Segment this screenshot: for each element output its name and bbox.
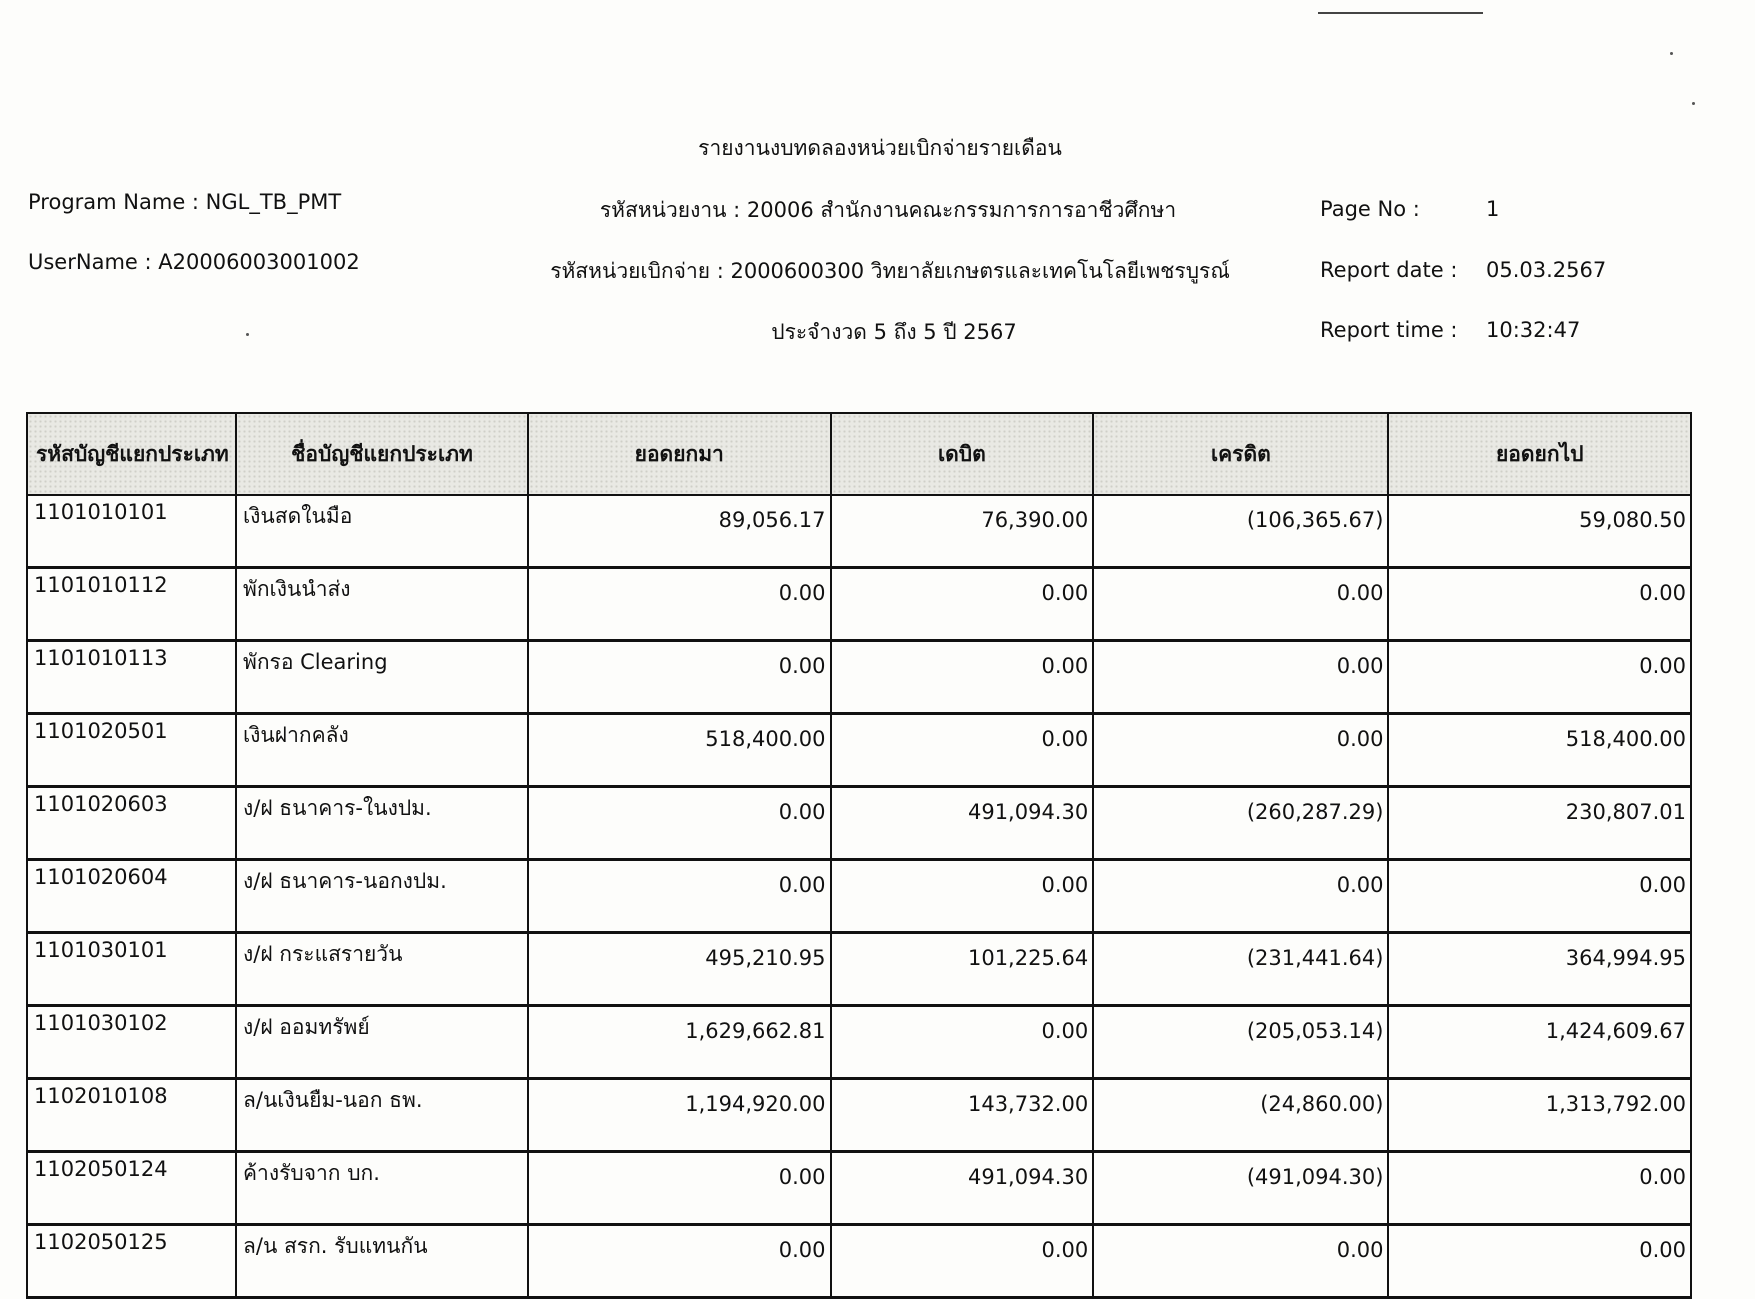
header-account-name: ชื่อบัญชีแยกประเภท bbox=[236, 413, 528, 495]
credit-cell: (260,287.29) bbox=[1093, 787, 1388, 860]
agency-line: รหัสหน่วยงาน : 20006 สำนักงานคณะกรรมการการอาชีวศึกษา bbox=[599, 198, 1177, 222]
account-name-cell: พักรอ Clearing bbox=[236, 641, 528, 714]
account-name-cell: ง/ฝ ธนาคาร-นอกงปม. bbox=[236, 860, 528, 933]
debit-cell: 101,225.64 bbox=[831, 933, 1094, 1006]
debit-cell: 143,732.00 bbox=[831, 1079, 1094, 1152]
program-name-label: Program Name : bbox=[28, 190, 199, 214]
account-name-cell: ง/ฝ กระแสรายวัน bbox=[236, 933, 528, 1006]
report-title: รายงานงบทดลองหน่วยเบิกจ่ายรายเดือน bbox=[698, 136, 1062, 160]
table-header-row bbox=[27, 413, 1691, 495]
carried-forward-cell: 364,994.95 bbox=[1388, 933, 1691, 1006]
account-name-cell: ค้างรับจาก บก. bbox=[236, 1152, 528, 1225]
account-name-cell: ง/ฝ ธนาคาร-ในงปม. bbox=[236, 787, 528, 860]
trial-balance-table bbox=[26, 412, 1692, 1299]
table-row bbox=[27, 495, 1691, 568]
account-name-cell: พักเงินนำส่ง bbox=[236, 568, 528, 641]
debit-cell: 0.00 bbox=[831, 1225, 1094, 1298]
credit-cell: (205,053.14) bbox=[1093, 1006, 1388, 1079]
brought-forward-cell: 1,629,662.81 bbox=[528, 1006, 831, 1079]
debit-cell: 76,390.00 bbox=[831, 495, 1094, 568]
account-name-cell: ล/น สรก. รับแทนกัน bbox=[236, 1225, 528, 1298]
debit-cell: 0.00 bbox=[831, 860, 1094, 933]
report-date-label: Report date : bbox=[1320, 258, 1458, 282]
program-name bbox=[28, 190, 341, 214]
brought-forward-cell: 0.00 bbox=[528, 1225, 831, 1298]
period-line: ประจำงวด 5 ถึง 5 ปี 2567 bbox=[771, 320, 1017, 344]
debit-cell: 0.00 bbox=[831, 568, 1094, 641]
header-carried-forward: ยอดยกไป bbox=[1388, 413, 1691, 495]
carried-forward-cell: 59,080.50 bbox=[1388, 495, 1691, 568]
carried-forward-cell: 230,807.01 bbox=[1388, 787, 1691, 860]
credit-cell: (24,860.00) bbox=[1093, 1079, 1388, 1152]
carried-forward-cell: 0.00 bbox=[1388, 568, 1691, 641]
debit-cell: 491,094.30 bbox=[831, 787, 1094, 860]
brought-forward-cell: 0.00 bbox=[528, 641, 831, 714]
carried-forward-cell: 0.00 bbox=[1388, 641, 1691, 714]
account-code-cell: 1102050125 bbox=[27, 1225, 236, 1298]
account-code-cell: 1101020603 bbox=[27, 787, 236, 860]
account-name-cell: เงินสดในมือ bbox=[236, 495, 528, 568]
header-brought-forward: ยอดยกมา bbox=[528, 413, 831, 495]
user-name-label: UserName : bbox=[28, 250, 152, 274]
account-name-cell: ง/ฝ ออมทรัพย์ bbox=[236, 1006, 528, 1079]
report-time-value: 10:32:47 bbox=[1486, 318, 1581, 342]
scan-speck bbox=[1670, 52, 1673, 55]
user-name bbox=[28, 250, 360, 274]
table-row bbox=[27, 1006, 1691, 1079]
header-account-code: รหัสบัญชีแยกประเภท bbox=[27, 413, 236, 495]
credit-cell: (491,094.30) bbox=[1093, 1152, 1388, 1225]
table-row bbox=[27, 933, 1691, 1006]
carried-forward-cell: 0.00 bbox=[1388, 860, 1691, 933]
credit-cell: (106,365.67) bbox=[1093, 495, 1388, 568]
program-name-value: NGL_TB_PMT bbox=[205, 190, 342, 214]
brought-forward-cell: 495,210.95 bbox=[528, 933, 831, 1006]
credit-cell: 0.00 bbox=[1093, 1225, 1388, 1298]
account-code-cell: 1101030101 bbox=[27, 933, 236, 1006]
account-code-cell: 1101020604 bbox=[27, 860, 236, 933]
scan-speck bbox=[246, 333, 249, 336]
account-name-cell: ล/นเงินยืม-นอก ธพ. bbox=[236, 1079, 528, 1152]
account-name-cell: เงินฝากคลัง bbox=[236, 714, 528, 787]
debit-cell: 0.00 bbox=[831, 641, 1094, 714]
table-row bbox=[27, 860, 1691, 933]
page-no-label: Page No : bbox=[1320, 197, 1420, 221]
brought-forward-cell: 89,056.17 bbox=[528, 495, 831, 568]
disbursement-unit-line: รหัสหน่วยเบิกจ่าย : 2000600300 วิทยาลัยเกษตรและเทคโนโลยีเพชรบูรณ์ bbox=[550, 259, 1230, 283]
table-row bbox=[27, 1225, 1691, 1298]
report-date-value: 05.03.2567 bbox=[1486, 258, 1607, 282]
account-code-cell: 1101030102 bbox=[27, 1006, 236, 1079]
brought-forward-cell: 0.00 bbox=[528, 1152, 831, 1225]
table-row bbox=[27, 1079, 1691, 1152]
account-code-cell: 1102050124 bbox=[27, 1152, 236, 1225]
account-code-cell: 1101010101 bbox=[27, 495, 236, 568]
table-row bbox=[27, 714, 1691, 787]
table-row bbox=[27, 787, 1691, 860]
carried-forward-cell: 518,400.00 bbox=[1388, 714, 1691, 787]
scan-artifact-line bbox=[1318, 12, 1483, 14]
account-code-cell: 1101010113 bbox=[27, 641, 236, 714]
user-name-value: A20006003001002 bbox=[158, 250, 360, 274]
brought-forward-cell: 518,400.00 bbox=[528, 714, 831, 787]
debit-cell: 0.00 bbox=[831, 1006, 1094, 1079]
debit-cell: 491,094.30 bbox=[831, 1152, 1094, 1225]
carried-forward-cell: 1,424,609.67 bbox=[1388, 1006, 1691, 1079]
report-time-label: Report time : bbox=[1320, 318, 1458, 342]
credit-cell: (231,441.64) bbox=[1093, 933, 1388, 1006]
table-row bbox=[27, 1152, 1691, 1225]
carried-forward-cell: 1,313,792.00 bbox=[1388, 1079, 1691, 1152]
carried-forward-cell: 0.00 bbox=[1388, 1152, 1691, 1225]
credit-cell: 0.00 bbox=[1093, 568, 1388, 641]
credit-cell: 0.00 bbox=[1093, 714, 1388, 787]
table-row bbox=[27, 641, 1691, 714]
account-code-cell: 1101020501 bbox=[27, 714, 236, 787]
header-credit: เครดิต bbox=[1093, 413, 1388, 495]
brought-forward-cell: 0.00 bbox=[528, 787, 831, 860]
carried-forward-cell: 0.00 bbox=[1388, 1225, 1691, 1298]
brought-forward-cell: 0.00 bbox=[528, 860, 831, 933]
brought-forward-cell: 1,194,920.00 bbox=[528, 1079, 831, 1152]
account-code-cell: 1102010108 bbox=[27, 1079, 236, 1152]
header-debit: เดบิต bbox=[831, 413, 1094, 495]
table-row bbox=[27, 568, 1691, 641]
page-no-value: 1 bbox=[1486, 197, 1500, 221]
brought-forward-cell: 0.00 bbox=[528, 568, 831, 641]
scan-speck bbox=[1692, 102, 1695, 105]
credit-cell: 0.00 bbox=[1093, 641, 1388, 714]
credit-cell: 0.00 bbox=[1093, 860, 1388, 933]
debit-cell: 0.00 bbox=[831, 714, 1094, 787]
account-code-cell: 1101010112 bbox=[27, 568, 236, 641]
